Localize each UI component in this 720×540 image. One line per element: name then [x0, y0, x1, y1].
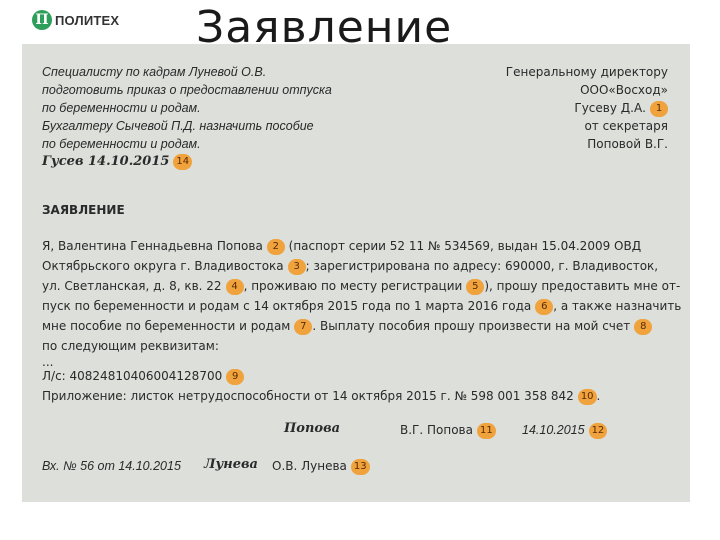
marker-badge: 11 — [477, 423, 496, 439]
marker-badge: 9 — [226, 369, 244, 385]
marker-badge: 3 — [288, 259, 306, 275]
brand-name: ПОЛИТЕХ — [55, 12, 120, 28]
resolution-line: по беременности и родам. — [42, 137, 201, 151]
logo-mark-icon: П — [32, 10, 52, 30]
applicant-name-text: В.Г. Попова — [400, 423, 473, 437]
body-text: Приложение: листок нетрудоспособности от 14 октября 2015 г. № 598 001 358 842 — [42, 389, 574, 403]
applicant-name — [400, 422, 496, 439]
resolution-line: по беременности и родам. — [42, 101, 201, 115]
marker-badge: 7 — [294, 319, 312, 335]
resolution-line: Специалисту по кадрам Луневой О.В. — [42, 65, 267, 79]
body-line — [42, 298, 681, 315]
body-line: по следующим реквизитам: — [42, 339, 219, 353]
marker-badge: 10 — [578, 389, 597, 405]
body-line: ... — [42, 355, 54, 369]
addressee-director-name: Гусеву Д.А. — [574, 101, 646, 115]
body-text: . — [596, 389, 601, 403]
marker-badge: 4 — [226, 279, 244, 295]
marker-badge: 14 — [173, 154, 192, 170]
body-line — [42, 318, 652, 335]
document-sheet — [22, 44, 690, 502]
addressee-line: Генеральному директору — [505, 65, 668, 79]
body-text: ; зарегистрирована по адресу: 690000, г. Владивосток, — [305, 259, 659, 273]
applicant-signature: Попова — [284, 421, 341, 436]
marker-badge: 12 — [589, 423, 608, 439]
body-line — [42, 388, 600, 405]
resolution-line: подготовить приказ о предоставлении отпуска — [42, 83, 332, 97]
body-line — [42, 258, 658, 275]
marker-badge: 5 — [466, 279, 484, 295]
body-text: Л/с: 40824810406004128700 — [42, 369, 223, 383]
registration-name-text: О.В. Лунева — [272, 459, 347, 473]
resolution-signature — [42, 154, 192, 170]
body-line — [42, 238, 641, 255]
marker-badge: 6 — [535, 299, 553, 315]
slide-title: Заявление — [196, 6, 453, 44]
registration-entry: Вх. № 56 от 14.10.2015 — [42, 459, 181, 473]
body-text: Я, Валентина Геннадьевна Попова — [42, 239, 263, 253]
marker-badge: 13 — [351, 459, 370, 475]
body-text: Октябрьского округа г. Владивостока — [42, 259, 284, 273]
marker-badge: 2 — [267, 239, 285, 255]
addressee-line: ООО«Восход» — [580, 83, 668, 97]
applicant-date — [522, 422, 607, 439]
resolution-line: Бухгалтеру Сычевой П.Д. назначить пособие — [42, 119, 314, 133]
body-text: ул. Светланская, д. 8, кв. 22 — [42, 279, 222, 293]
marker-badge: 1 — [650, 101, 668, 117]
brand-logo — [32, 10, 119, 30]
body-text: , проживаю по месту регистрации — [243, 279, 463, 293]
body-text: мне пособие по беременности и родам — [42, 319, 291, 333]
addressee-line: Поповой В.Г. — [587, 137, 668, 151]
body-line — [42, 368, 244, 385]
registration-signature: Лунева — [204, 457, 258, 472]
applicant-date-text: 14.10.2015 — [522, 423, 585, 437]
registration-name — [272, 458, 370, 475]
body-text: пуск по беременности и родам с 14 октября 2015 года по 1 марта 2016 года — [42, 299, 532, 313]
resolution-signature-text: Гусев 14.10.2015 — [42, 154, 170, 169]
addressee-line: от секретаря — [584, 119, 668, 133]
body-text: ), прошу предоставить мне от- — [484, 279, 681, 293]
addressee-line — [574, 100, 668, 117]
body-line — [42, 278, 680, 295]
marker-badge: 8 — [634, 319, 652, 335]
body-text: , а также назначить — [553, 299, 682, 313]
body-text: (паспорт серии 52 11 № 534569, выдан 15.04.2009 ОВД — [288, 239, 642, 253]
document-heading: ЗАЯВЛЕНИЕ — [42, 203, 125, 217]
body-text: . Выплату пособия прошу произвести на мой счет — [312, 319, 631, 333]
